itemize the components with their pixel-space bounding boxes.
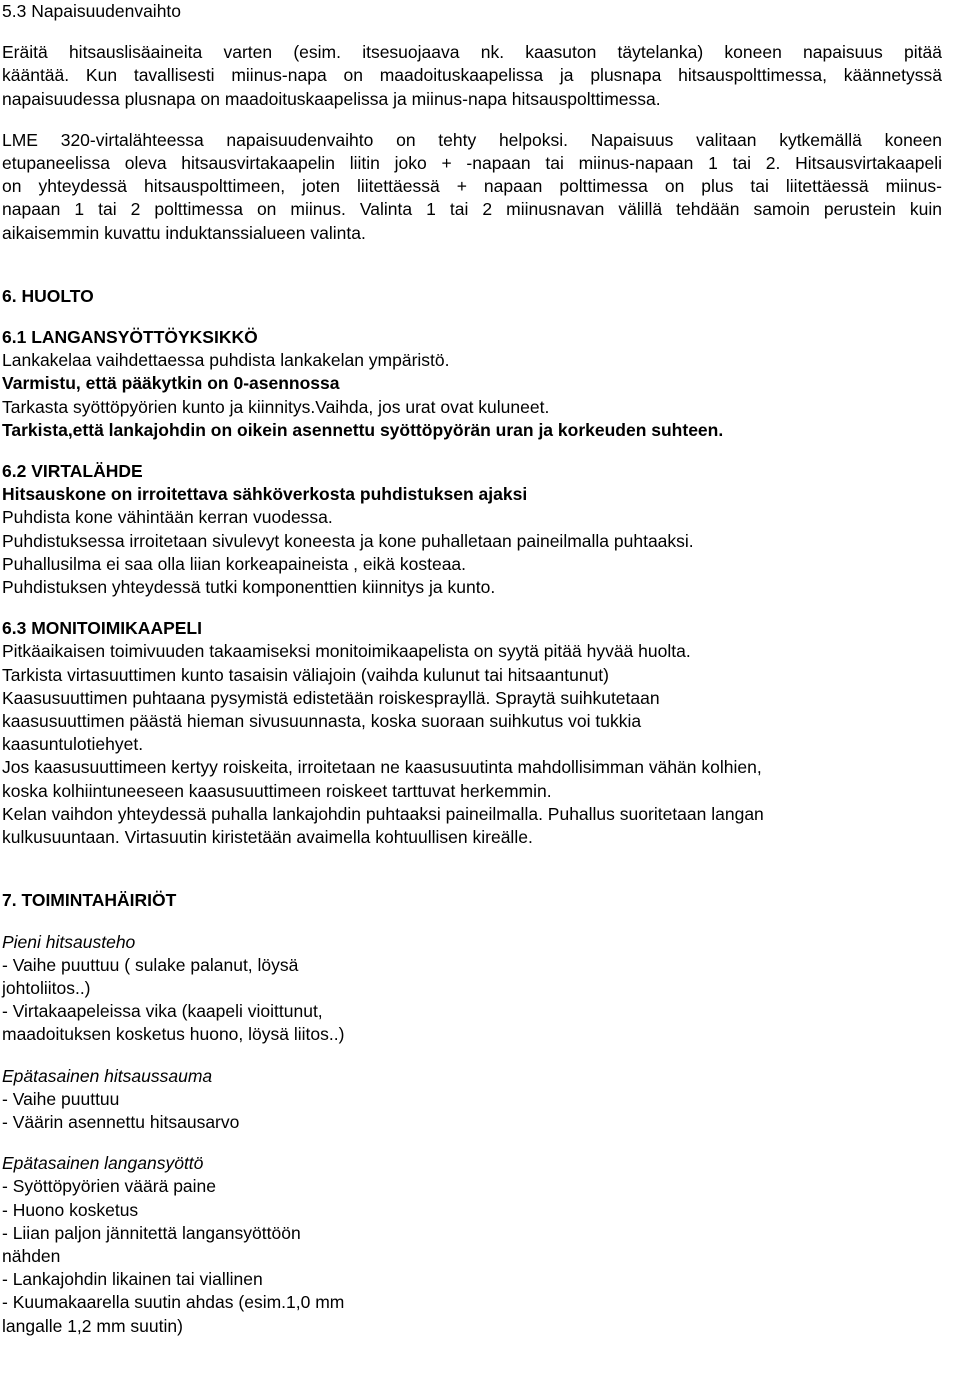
spacer	[2, 599, 958, 617]
paragraph-line: LME 320-virtalähteessa napaisuudenvaihto on tehty helpoksi. Napaisuus valitaan kytkemällä koneen	[2, 129, 942, 150]
fault-item: - Huono kosketus	[2, 1199, 139, 1220]
fault-item: johtoliitos..)	[2, 977, 91, 998]
text-line: koska kolhiintuneeseen kaasusuuttimeen roiskeet tarttuvat herkemmin.	[2, 780, 552, 801]
spacer	[2, 23, 958, 41]
paragraph-line: napaisuudessa plusnapa on maadoituskaapelissa ja miinus-napa hitsauspolttimessa.	[2, 88, 661, 109]
paragraph-line: aikaisemmin kuvattu induktanssialueen valinta.	[2, 222, 366, 243]
fault-item: langalle 1,2 mm suutin)	[2, 1315, 183, 1336]
spacer	[2, 111, 958, 129]
fault-item: nähden	[2, 1245, 61, 1266]
fault-item: - Syöttöpyörien väärä paine	[2, 1176, 217, 1197]
text-line: kulkusuuntaan. Virtasuutin kiristetään avaimella kohtuullisen kireälle.	[2, 827, 533, 848]
fault-group-title: Pieni hitsausteho	[2, 931, 136, 952]
fault-item: - Liian paljon jännitettä langansyöttöön	[2, 1222, 301, 1243]
spacer	[2, 1134, 958, 1152]
spacer	[2, 849, 958, 889]
fault-item: - Vaihe puuttuu ( sulake palanut, löysä	[2, 954, 299, 975]
text-line: Lankakelaa vaihdettaessa puhdista lankakelan ympäristö.	[2, 350, 450, 371]
spacer	[2, 442, 958, 460]
text-line: Kaasusuuttimen puhtaana pysymistä edistetään roiskesprayllä. Spraytä suihkutetaan	[2, 687, 660, 708]
spacer	[2, 245, 958, 285]
paragraph-line: kääntää. Kun tavallisesti miinus-napa on maadoituskaapelissa ja plusnapa hitsauspolttimessa, käännetyssä	[2, 65, 942, 86]
spacer	[2, 1047, 958, 1065]
text-line: Kelan vaihdon yhteydessä puhalla lankajohdin puhtaaksi paineilmalla. Puhallus suoritetaan langan	[2, 803, 764, 824]
text-line: Puhdista kone vähintään kerran vuodessa.	[2, 507, 333, 528]
text-line-bold: Hitsauskone on irroitettava sähköverkosta puhdistuksen ajaksi	[2, 484, 528, 505]
spacer	[2, 913, 958, 931]
spacer	[2, 308, 958, 326]
fault-group-title: Epätasainen langansyöttö	[2, 1153, 204, 1174]
fault-item: - Väärin asennettu hitsausarvo	[2, 1111, 240, 1132]
section-heading-5-3: 5.3 Napaisuudenvaihto	[2, 1, 182, 21]
paragraph-line: napaan 1 tai 2 polttimessa on miinus. Valinta 1 tai 2 miinusnavan välillä tehdään samoin perustein kuin	[2, 199, 942, 220]
subsection-heading-6-3: 6.3 MONITOIMIKAAPELI	[2, 618, 202, 639]
subsection-heading-6-1: 6.1 LANGANSYÖTTÖYKSIKKÖ	[2, 327, 258, 348]
text-line: Puhdistuksessa irroitetaan sivulevyt koneesta ja kone puhalletaan paineilmalla puhtaaksi.	[2, 530, 694, 551]
fault-item: maadoituksen kosketus huono, löysä liitos..)	[2, 1024, 345, 1045]
fault-item: - Kuumakaarella suutin ahdas (esim.1,0 mm	[2, 1292, 345, 1313]
section-heading-6: 6. HUOLTO	[2, 285, 94, 306]
fault-group-title: Epätasainen hitsaussauma	[2, 1065, 213, 1086]
paragraph-line: on yhteydessä hitsauspolttimeen, joten liitettäessä + napaan polttimessa on plus tai liitettäessä miinus-	[2, 176, 942, 197]
fault-item: - Vaihe puuttuu	[2, 1088, 120, 1109]
text-line: Tarkasta syöttöpyörien kunto ja kiinnitys.Vaihda, jos urat ovat kuluneet.	[2, 396, 550, 417]
text-line-bold: Varmistu, että pääkytkin on 0-asennossa	[2, 373, 340, 394]
section-heading-7: 7. TOIMINTAHÄIRIÖT	[2, 890, 177, 911]
text-line: Tarkista virtasuuttimen kunto tasaisin väliajoin (vaihda kulunut tai hitsaantunut)	[2, 664, 609, 685]
paragraph-line: etupaneelissa oleva hitsausvirtakaapelin liitin joko + -napaan tai miinus-napaan 1 tai 2. Hitsausvirtakaapeli	[2, 153, 942, 174]
subsection-heading-6-2: 6.2 VIRTALÄHDE	[2, 461, 143, 482]
fault-item: - Lankajohdin likainen tai viallinen	[2, 1269, 263, 1290]
paragraph-line: Eräitä hitsauslisäaineita varten (esim. itsesuojaava nk. kaasuton täytelanka) koneen napaisuus pitää	[2, 42, 942, 63]
text-line: kaasusuuttimen päästä hieman sivusuunnasta, koska suoraan suihkutus voi tukkia	[2, 711, 642, 732]
fault-item: - Virtakaapeleissa vika (kaapeli vioittunut,	[2, 1001, 323, 1022]
text-line-bold: Tarkista,että lankajohdin on oikein asennettu syöttöpyörän uran ja korkeuden suhteen.	[2, 419, 724, 440]
text-line: Puhdistuksen yhteydessä tutki komponenttien kiinnitys ja kunto.	[2, 577, 496, 598]
text-line: kaasuntulotiehyet.	[2, 734, 144, 755]
text-line: Puhallusilma ei saa olla liian korkeapaineista , eikä kosteaa.	[2, 553, 467, 574]
text-line: Pitkäaikaisen toimivuuden takaamiseksi monitoimikaapelista on syytä pitää hyvää huolta.	[2, 641, 691, 662]
text-line: Jos kaasusuuttimeen kertyy roiskeita, irroitetaan ne kaasusuutinta mahdollisimman vähän kolhien,	[2, 757, 762, 778]
